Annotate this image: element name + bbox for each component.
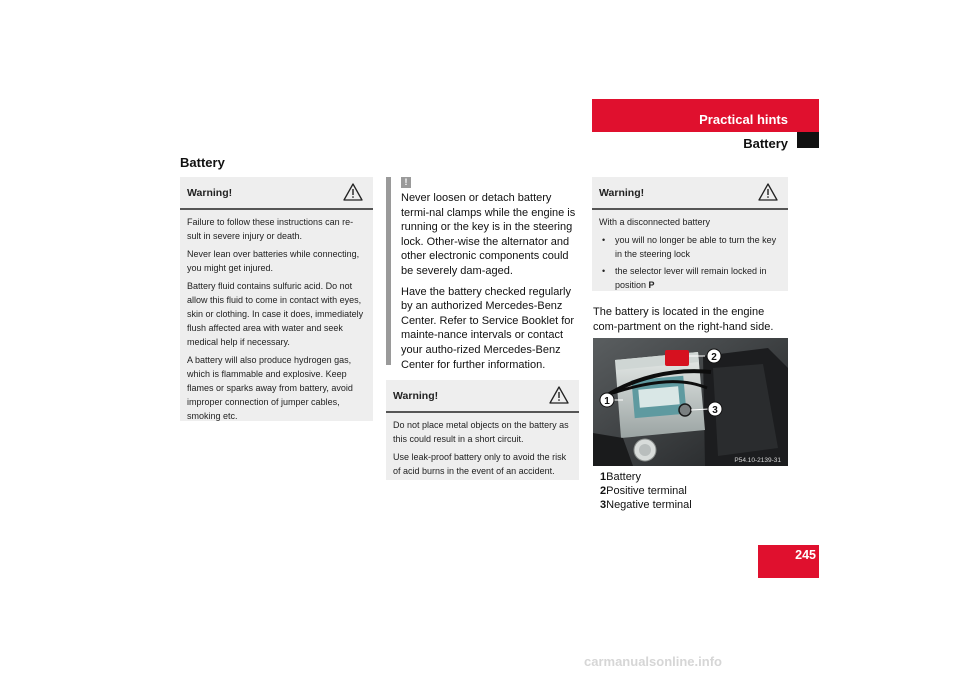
header-black-tab: [797, 132, 819, 148]
warning-triangle-icon: [343, 183, 363, 201]
warning-box-2: [386, 380, 579, 480]
photo-code: P54.10-2139-31: [734, 457, 781, 464]
page-number: 245: [795, 548, 816, 562]
position-p: P: [648, 280, 655, 290]
warning-header: [386, 380, 579, 413]
callout-1: [600, 393, 614, 407]
battery-location-text: The battery is located in the engine com-partment on the right-hand side.: [593, 306, 774, 333]
svg-text:3: 3: [712, 405, 718, 416]
note-bar: [386, 177, 391, 365]
warning-bullet: • you will no longer be able to turn the key in the steering lock: [599, 233, 780, 261]
header-subtitle: Battery: [743, 136, 788, 151]
photo-legend: [600, 470, 692, 512]
warning-label: Warning!: [599, 187, 645, 199]
svg-text:1: 1: [604, 396, 610, 407]
warning-paragraph: A battery will also produce hydrogen gas, which is flammable and explosive. Keep flames or sparks away from battery, avoid improper connection of jumper cables, smoking etc.: [187, 355, 353, 421]
warning-body: [393, 418, 571, 482]
battery-photo: [593, 338, 788, 466]
callout-3: [708, 402, 722, 416]
legend-item: 3Negative terminal: [600, 499, 692, 511]
note-paragraph: Have the battery checked regularly by an authorized Mercedes-Benz Center. Refer to Service Booklet for mainte-nance intervals or contact your autho-rized Mercedes-Benz Center for further information.: [401, 285, 575, 371]
note-text: [401, 191, 581, 378]
warning-intro: With a disconnected battery: [599, 217, 711, 227]
warning-triangle-icon: [758, 183, 778, 201]
watermark: carmanualsonline.info: [584, 654, 722, 669]
legend-item: 1Battery: [600, 471, 641, 483]
section-heading: Battery: [180, 155, 225, 170]
warning-label: Warning!: [393, 390, 439, 402]
header-title: Practical hints: [699, 112, 788, 127]
note-exclamation-icon: !: [401, 177, 411, 188]
warning-header: [592, 177, 788, 210]
warning-paragraph: Use leak-proof battery only to avoid the risk of acid burns in the event of an accident.: [393, 452, 567, 476]
warning-body: [187, 215, 365, 427]
warning-paragraph: Failure to follow these instructions can re-sult in severe injury or death.: [187, 217, 354, 241]
warning-paragraph: Never lean over batteries while connecting, you might get injured.: [187, 249, 360, 273]
svg-text:2: 2: [711, 352, 717, 363]
warning-bullet-list: [599, 233, 780, 292]
battery-illustration: [593, 338, 788, 466]
warning-paragraph: Battery fluid contains sulfuric acid. Do not allow this fluid to come in contact with eyes, skin or clothing. In case it does, immediately flush affected area with water and seek medical help if necessary.: [187, 281, 364, 347]
warning-triangle-icon: [549, 386, 569, 404]
legend-item: 2Positive terminal: [600, 485, 687, 497]
warning-bullet: • the selector lever will remain locked in position P: [599, 264, 780, 292]
callout-2: [707, 349, 721, 363]
warning-label: Warning!: [187, 187, 233, 199]
warning-body: [599, 215, 780, 295]
warning-box-1: [180, 177, 373, 421]
warning-box-3: [592, 177, 788, 291]
note-paragraph: Never loosen or detach battery termi-nal clamps while the engine is running or the key is in the steering lock. Other-wise the alternator and other electronic components could be severely dam-aged.: [401, 192, 576, 277]
warning-header: [180, 177, 373, 210]
warning-paragraph: Do not place metal objects on the battery as this could result in a short circuit.: [393, 420, 569, 444]
